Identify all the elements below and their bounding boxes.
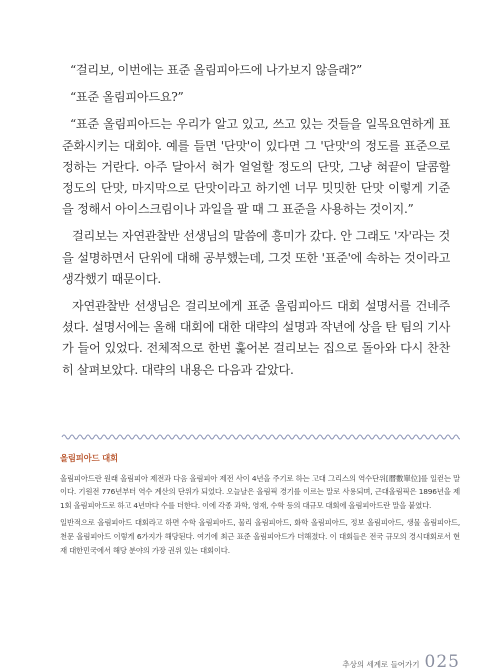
info-box	[60, 452, 460, 561]
dialogue-line: “걸리보, 이번에는 표준 올림피아드에 나가보지 않을래?”	[70, 63, 362, 77]
chapter-title: 추상의 세계로 들어가기	[342, 660, 420, 669]
dialogue-line: “표준 올림피아드요?”	[70, 90, 184, 105]
dialogue-line: “표준 올림피아드는 우리가 알고 있고, 쓰고 있는 것들을 일목요연하게 표준화시키는 대회야. 예를 들면 '단맛'이 있다면 그 '단맛'의 정도를 표준으로 정하는 거란다. 아주 달아서 혀가 얼얼할 정도의 단맛, 그냥 혀끝이 달콤할 정도의 단맛, 마지막으로 단맛이라고 하기엔 너무 밋밋한 단맛 이렇게 기준을 정해서 아이스크림이나 과일을 팔 때 그 표준을 사용하는 것이지.”	[62, 117, 450, 217]
decorative-divider	[60, 432, 460, 442]
page-number: 025	[424, 652, 460, 672]
info-box-title: 올림피아드 대회	[60, 453, 118, 463]
page-footer	[342, 652, 460, 672]
info-box-paragraph: 일반적으로 올림피아드 대회라고 하면 수학 올림피아드, 물리 올림피아드, 화학 올림피아드, 정보 올림피아드, 생물 올림피아드, 천문 올림피아드 이렇게 6가지가 해당된다. 여기에 최근 표준 올림피아드가 더해졌다. 이 대회들은 전국 규모의 경시대회로서 현재 대한민국에서 해당 분야의 가장 권위 있는 대회이다.	[60, 518, 460, 555]
body-paragraph: 자연관찰반 선생님은 걸리보에게 표준 올림피아드 대회 설명서를 건네주셨다. 설명서에는 올해 대회에 대한 대략의 설명과 작년에 상을 탄 팀의 기사가 들어 있었다. 전체적으로 한번 훑어본 걸리보는 집으로 돌아와 다시 찬찬히 살펴보았다. 대략의 내용은 다음과 같았다.	[62, 299, 450, 377]
info-box-paragraph: 올림피아드란 원래 올림피아 제전과 다음 올림피아 제전 사이 4년을 주기로 하는 고대 그리스의 역수단위[曆數單位]를 일컫는 말이다. 기원전 776년부터 역수 계산의 단위가 되었다. 오늘날은 올림픽 경기를 이르는 말로 사용되며, 근대올림픽은 1896년을 제1회 올림피아드로 하고 4년마다 수를 더한다. 이에 각종 과학, 영재, 수학 등의 대규모 대회에 올림피아드란 말을 붙였다.	[60, 473, 460, 510]
body-paragraph: 걸리보는 자연관찰반 선생님의 말씀에 흥미가 갔다. 안 그래도 '자'라는 것을 설명하면서 단위에 대해 공부했는데, 그것 또한 '표준'에 속하는 것이라고 생각했기 때문이다.	[62, 229, 450, 286]
main-text	[62, 60, 450, 387]
